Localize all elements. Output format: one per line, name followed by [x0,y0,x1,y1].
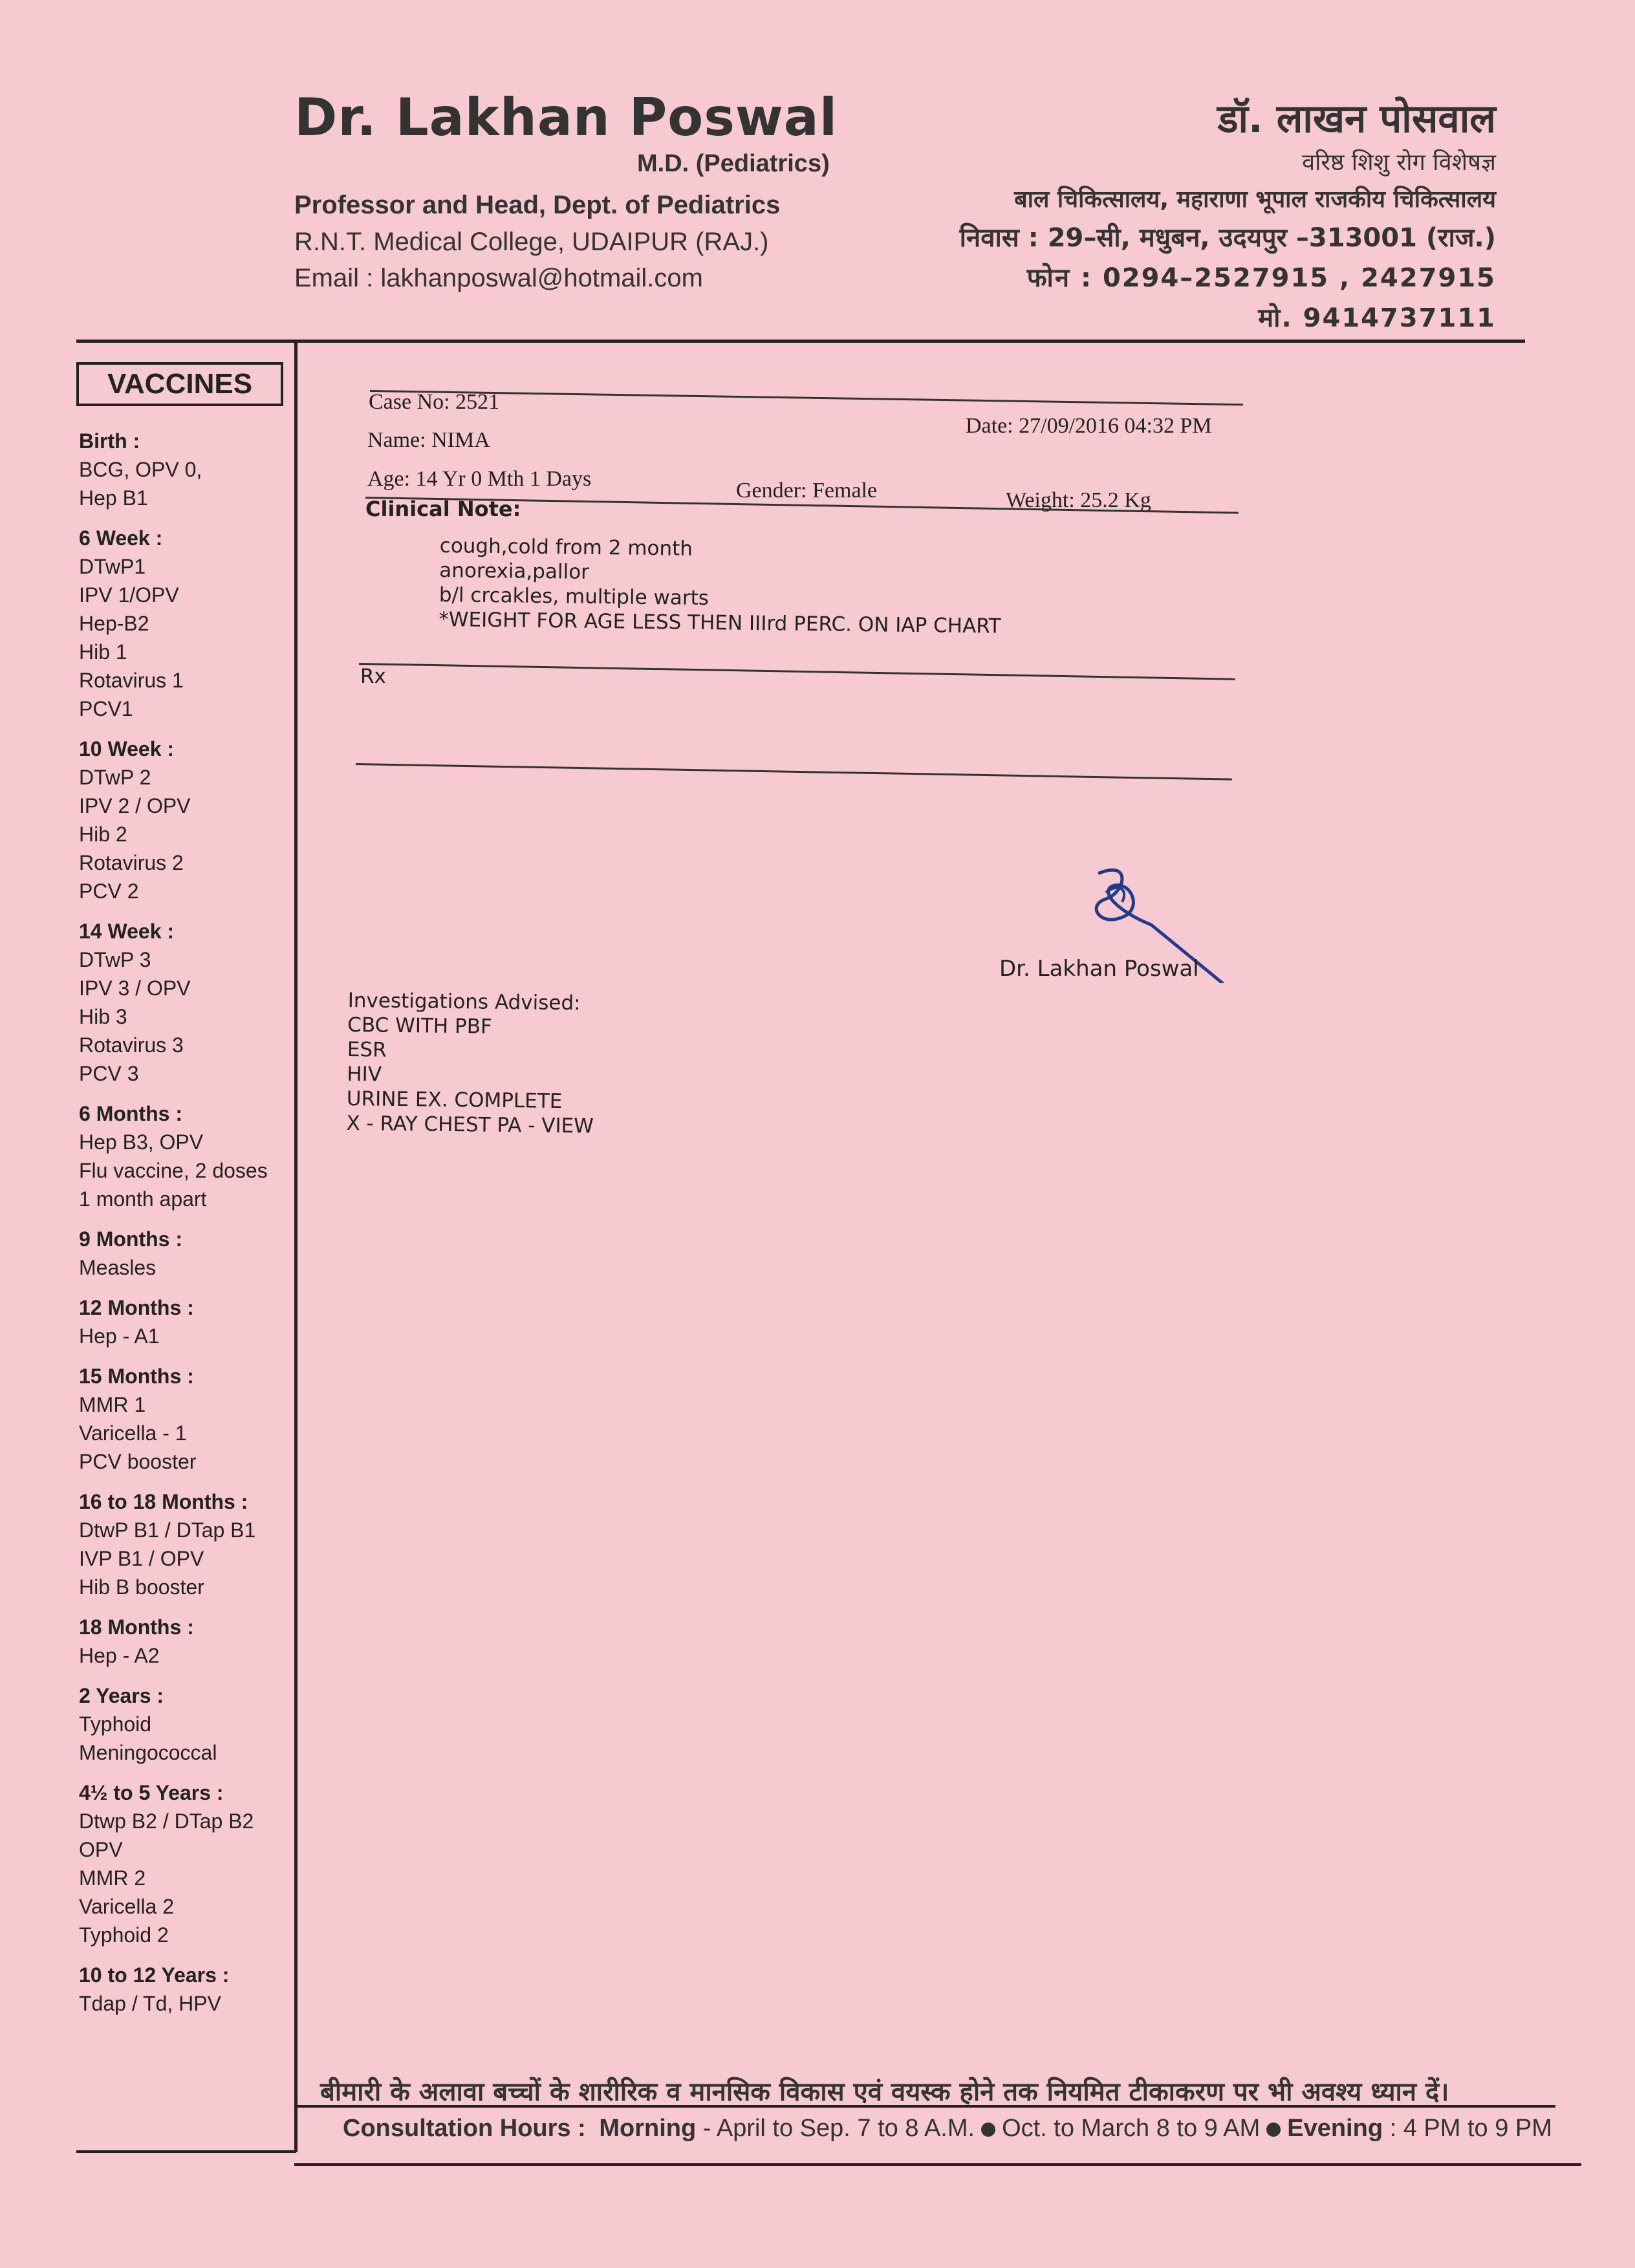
vaccine-item: PCV booster [79,1450,197,1473]
vaccine-item: Hep B1 [79,486,148,510]
visit-date: Date: 27/09/2016 04:32 PM [966,414,1212,438]
vaccine-group [79,735,292,905]
vaccine-item: Hep - A1 [79,1324,160,1348]
vaccine-item: DTwP1 [79,555,146,578]
vaccine-item: Hib B booster [79,1575,204,1599]
bullet-icon [1266,2122,1281,2137]
vaccine-group [79,1362,292,1476]
vaccine-item: IVP B1 / OPV [79,1547,204,1570]
vaccine-item: Varicella 2 [79,1895,175,1918]
vaccine-item: 1 month apart [79,1187,207,1211]
vaccine-item: DTwP 2 [79,766,151,789]
rx-bottom-rule [356,763,1232,781]
vaccine-age-heading: 6 Week : [79,526,163,550]
vaccine-age-heading: 10 to 12 Years : [79,1963,230,1987]
vaccine-item: MMR 2 [79,1866,146,1890]
evening-hours: : 4 PM to 9 PM [1383,2115,1552,2142]
vaccine-group [79,917,292,1088]
vaccine-age-heading: 12 Months : [79,1296,194,1319]
hindi-address: निवास : 29–सी, मधुबन, उदयपुर –313001 (राज.) [959,223,1496,253]
vaccine-item: PCV 2 [79,880,139,903]
doctor-degree: M.D. (Pediatrics) [637,150,830,177]
vaccine-age-heading: 16 to 18 Months : [79,1490,248,1513]
vaccine-item: Typhoid [79,1712,152,1736]
vaccine-group [79,1225,292,1282]
vaccine-schedule [79,427,292,2029]
investigation-item: URINE EX. COMPLETE [346,1086,563,1114]
vaccine-group [79,1681,292,1767]
vaccine-item: Hep B3, OPV [79,1130,204,1154]
vaccine-age-heading: Birth : [79,429,140,453]
vaccine-group [79,1487,292,1601]
vaccine-item: IPV 2 / OPV [79,794,191,817]
vaccine-item: Rotavirus 3 [79,1033,184,1057]
vaccines-title: VACCINES [76,362,283,406]
vaccine-item: Hib 2 [79,823,127,846]
clinical-note-line: anorexia,pallor [439,558,590,584]
vaccine-age-heading: 2 Years : [79,1684,164,1707]
patient-top-rule [370,390,1243,405]
vaccine-item: Tdap / Td, HPV [79,1992,221,2015]
clinical-note-line: cough,cold from 2 month [439,534,693,561]
clinical-note-line: b/l crcakles, multiple warts [439,583,709,610]
vaccine-item: Hep-B2 [79,612,149,635]
footer-divider-bottom [294,2163,1581,2166]
vaccine-group [79,524,292,723]
vaccine-item: Hep - A2 [79,1644,160,1667]
vaccine-item: DTwP 3 [79,948,151,971]
vaccine-group [79,1778,292,1949]
hindi-mobile: मो. 9414737111 [1258,303,1496,333]
investigations [346,988,595,1139]
vaccine-item: PCV 3 [79,1062,139,1085]
case-number: Case No: 2521 [369,390,500,414]
doctor-name: Dr. Lakhan Poswal [294,87,838,147]
vaccine-age-heading: 6 Months : [79,1102,182,1125]
patient-gender: Gender: Female [736,479,878,502]
vaccine-age-heading: 9 Months : [79,1227,182,1251]
vaccine-age-heading: 18 Months : [79,1615,194,1639]
hindi-doctor-name: डॉ. लाखन पोसवाल [1217,96,1496,142]
evening-label: Evening [1287,2115,1383,2142]
vaccine-item: Measles [79,1256,157,1279]
vaccine-item: DtwP B1 / DTap B1 [79,1518,256,1542]
vaccine-group [79,1099,292,1213]
hindi-hospital: बाल चिकित्सालय, महाराणा भूपाल राजकीय चिकित्सालय [1014,186,1496,213]
vaccination-advice-note: बीमारी के अलावा बच्चों के शारीरिक व मानसिक विकास एवं वयस्क होने तक नियमित टीकाकरण पर भी अवश्य ध्यान दें। [320,2077,1449,2107]
clinical-note-label: Clinical Note: [365,497,521,521]
doctor-email: Email : lakhanposwal@hotmail.com [294,264,703,292]
vaccine-item: Varicella - 1 [79,1421,187,1445]
hindi-phone: फोन : 0294–2527915 , 2427915 [1026,263,1496,293]
vaccine-group [79,1961,292,2018]
vaccine-group [79,427,292,512]
investigation-item: ESR [347,1037,387,1062]
vaccine-age-heading: 10 Week : [79,737,175,761]
vaccine-item: IPV 3 / OPV [79,977,191,1000]
vaccine-item: BCG, OPV 0, [79,458,202,481]
header-divider [76,340,1525,343]
signature-name: Dr. Lakhan Poswal [999,956,1199,982]
clinical-notes [439,534,1002,639]
vaccine-item: Dtwp B2 / DTap B2 [79,1809,254,1833]
vaccine-item: Hib 1 [79,640,127,664]
vaccine-item: MMR 1 [79,1393,146,1416]
morning-label: Morning [599,2115,697,2142]
morning-hours: - April to Sep. 7 to 8 A.M. [696,2115,975,2142]
october-hours: Oct. to March 8 to 9 AM [1002,2115,1261,2142]
sidebar-bottom-rule [76,2150,296,2153]
rx-top-rule [359,663,1235,680]
vaccine-item: Hib 3 [79,1005,127,1028]
vaccine-age-heading: 4½ to 5 Years : [79,1781,224,1804]
rx-label: Rx [360,665,386,688]
vaccine-item: PCV1 [79,697,133,720]
vaccine-item: Meningococcal [79,1741,217,1764]
consult-label: Consultation Hours : [343,2115,586,2142]
investigations-label: Investigations Advised: [347,988,581,1015]
vaccine-age-heading: 15 Months : [79,1365,194,1388]
investigation-item: CBC WITH PBF [347,1013,493,1039]
patient-name: Name: NIMA [367,428,490,452]
investigation-item: X - RAY CHEST PA - VIEW [346,1111,594,1138]
vaccine-item: Rotavirus 2 [79,851,184,874]
clinical-note-line: *WEIGHT FOR AGE LESS THEN IIIrd PERC. ON IAP CHART [439,607,1001,638]
vaccine-group [79,1613,292,1670]
vaccine-item: Flu vaccine, 2 doses [79,1159,268,1182]
vaccine-item: OPV [79,1838,123,1861]
vaccine-item: Typhoid 2 [79,1923,169,1947]
bullet-icon [981,2122,995,2137]
hindi-title: वरिष्ठ शिशु रोग विशेषज्ञ [1302,149,1496,176]
vaccine-age-heading: 14 Week : [79,920,175,943]
sidebar-divider [294,341,298,2152]
vaccine-item: Rotavirus 1 [79,669,184,692]
college-name: R.N.T. Medical College, UDAIPUR (RAJ.) [294,228,769,256]
patient-weight: Weight: 25.2 Kg [1006,488,1151,512]
vaccine-item: IPV 1/OPV [79,583,179,607]
vaccine-group [79,1293,292,1350]
consultation-hours [343,2115,1552,2143]
doctor-position: Professor and Head, Dept. of Pediatrics [294,191,781,219]
patient-age: Age: 14 Yr 0 Mth 1 Days [367,467,592,491]
investigation-item: HIV [347,1062,382,1086]
